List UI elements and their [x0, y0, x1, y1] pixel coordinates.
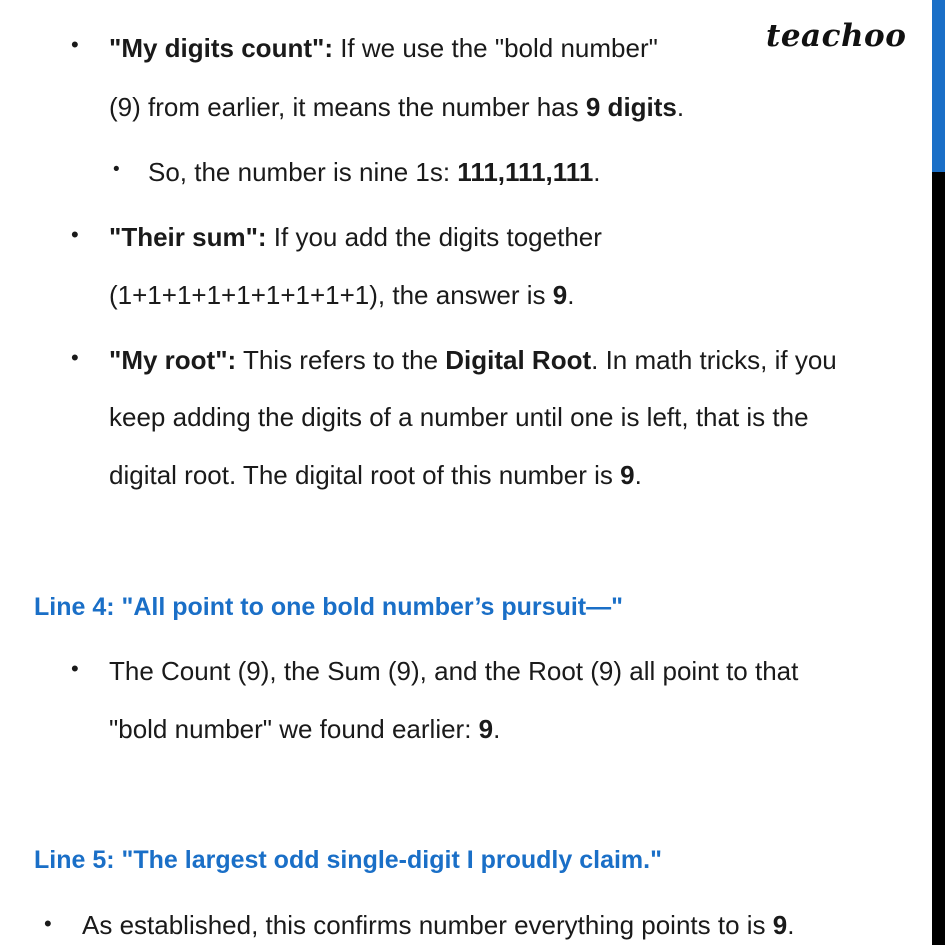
line4-text-line1: The Count (9), the Sum (9), and the Root (9) all point to that — [109, 656, 799, 686]
bullet-lead: "Their sum": — [109, 222, 267, 252]
bullet-digits-count-line1: "My digits count": If we use the "bold number" — [109, 33, 658, 63]
bullet-dot: • — [71, 222, 79, 247]
line4-heading: Line 4: "All point to one bold number’s pursuit—" — [34, 593, 623, 621]
bullet-my-root-line1: "My root": This refers to the Digital Root. In math tricks, if you — [109, 345, 837, 375]
line5-heading: Line 5: "The largest odd single-digit I proudly claim." — [34, 846, 662, 874]
bullet-dot: • — [44, 911, 52, 936]
bullet-dot: • — [71, 32, 79, 57]
bullet-their-sum-line2: (1+1+1+1+1+1+1+1+1), the answer is 9. — [109, 280, 575, 310]
bullet-dot: • — [71, 345, 79, 370]
sidebar-accent — [932, 0, 945, 172]
bullet-my-root-line3: digital root. The digital root of this number is 9. — [109, 460, 642, 490]
teachoo-logo: teachoo — [766, 18, 907, 54]
bullet-my-root-line2: keep adding the digits of a number until one is left, that is the — [109, 402, 809, 432]
bullet-dot: • — [113, 159, 120, 180]
line4-text-line2: "bold number" we found earlier: 9. — [109, 714, 501, 744]
bullet-digits-count-line2: (9) from earlier, it means the number has 9 digits. — [109, 92, 685, 122]
bullet-lead: "My digits count": — [109, 33, 333, 63]
right-sidebar — [932, 0, 945, 945]
bullet-lead: "My root": — [109, 345, 237, 375]
bullet-their-sum-line1: "Their sum": If you add the digits together — [109, 222, 602, 252]
bullet-dot: • — [71, 656, 79, 681]
line5-text-line1: As established, this confirms number everything points to is 9. — [82, 910, 795, 940]
sub-bullet-nine-ones: So, the number is nine 1s: 111,111,111. — [148, 157, 601, 187]
